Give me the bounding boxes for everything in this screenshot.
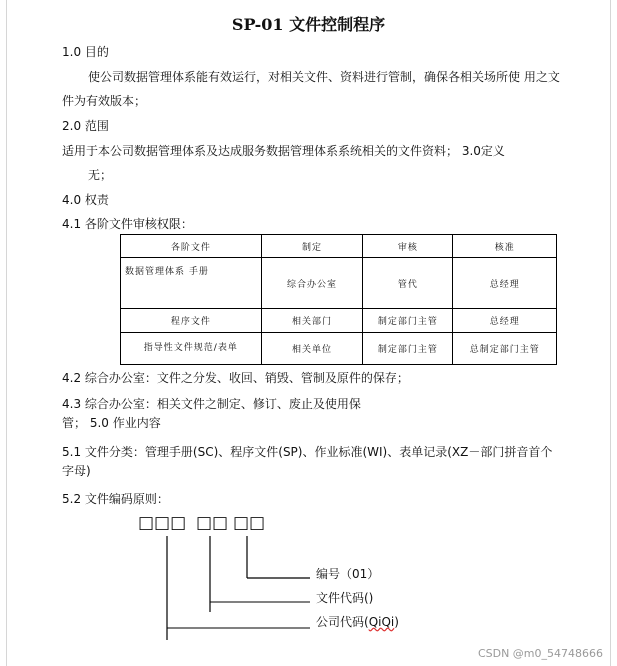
section-5-2: 5.2 文件编码原则：	[62, 492, 169, 506]
document-title: SP-01 文件控制程序	[231, 15, 386, 34]
table-cell: 管代	[363, 258, 453, 309]
table-cell: 相关单位	[261, 333, 363, 365]
label-file-code: 文件代码()	[316, 591, 374, 605]
section-4-3-line1: 4.3 综合办公室：相关文件之制定、修订、废止及使用保	[62, 397, 361, 411]
table-cell: 程序文件	[121, 309, 262, 333]
section-4-2: 4.2 综合办公室：文件之分发、收回、销毁、管制及原件的保存；	[62, 371, 409, 385]
label-number: 编号（01）	[316, 567, 380, 581]
section-1-paragraph-line2: 件为有效版本；	[62, 94, 147, 108]
section-1-paragraph-line1: 使公司数据管理体系能有效运行，对相关文件、资料进行管制，确保各相关场所使 用之文	[88, 70, 560, 84]
section-1-heading: 1.0 目的	[62, 45, 109, 59]
section-2-paragraph: 适用于本公司数据管理体系及达成服务数据管理体系系统相关的文件资料； 3.0定义	[62, 144, 505, 158]
table-cell: 总经理	[453, 258, 557, 309]
section-4-1: 4.1 各阶文件审核权限：	[62, 217, 193, 231]
section-4-3-line2: 管； 5.0 作业内容	[62, 416, 161, 430]
table-cell: 制定部门主管	[363, 309, 453, 333]
code-boxes-company: □□□	[138, 513, 187, 533]
table-header-cell: 核准	[453, 235, 557, 258]
table-header-cell: 制定	[261, 235, 363, 258]
table-header-cell: 各阶文件	[121, 235, 262, 258]
table-cell: 总制定部门主管	[453, 333, 557, 365]
label-company-code	[316, 613, 399, 630]
section-5-1-line2: 字母)	[62, 464, 91, 478]
code-boxes-number: □□	[233, 513, 266, 533]
table-cell: 相关部门	[261, 309, 363, 333]
table-cell: 制定部门主管	[363, 333, 453, 365]
section-5-1-line1: 5.1 文件分类：管理手册(SC)、程序文件(SP)、作业标准(WI)、表单记录(XZ－部门拼音首个	[62, 445, 553, 459]
section-3-paragraph: 无；	[88, 168, 113, 182]
table-cell: 总经理	[453, 309, 557, 333]
section-4-heading: 4.0 权责	[62, 193, 109, 207]
table-cell: 综合办公室	[261, 258, 363, 309]
table-cell: 指导性文件规范/表单	[121, 333, 262, 365]
table-cell: 数据管理体系 手册	[121, 258, 262, 309]
code-boxes-file: □□	[196, 513, 229, 533]
label-company-code-prefix: 公司代码(	[316, 615, 369, 629]
section-2-heading: 2.0 范围	[62, 119, 109, 133]
label-company-code-value: QiQi	[368, 615, 395, 629]
table-header-cell: 审核	[363, 235, 453, 258]
label-company-code-suffix: )	[394, 615, 399, 629]
watermark: CSDN @m0_54748666	[477, 647, 603, 660]
